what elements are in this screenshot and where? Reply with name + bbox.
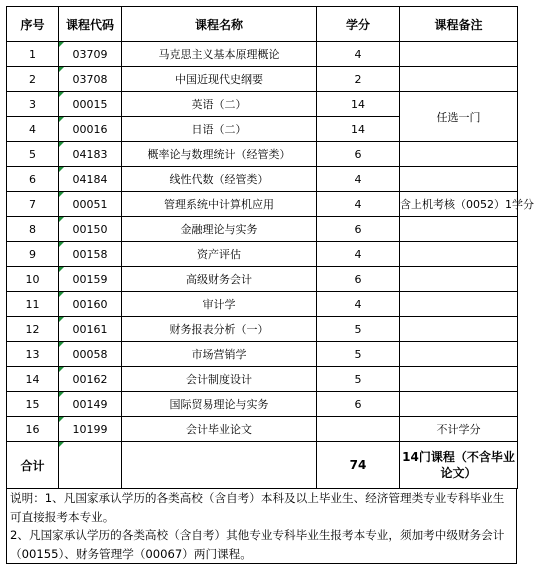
cell-seq[interactable]: 9 [7, 242, 59, 267]
cell-credit[interactable]: 4 [317, 192, 400, 217]
table-row [7, 42, 518, 67]
cell-name[interactable]: 国际贸易理论与实务 [122, 392, 317, 417]
cell-seq[interactable]: 14 [7, 367, 59, 392]
cell-code[interactable]: 00158 [59, 242, 122, 267]
total-row [7, 442, 518, 489]
cell-note[interactable] [400, 142, 518, 167]
header-note: 课程备注 [400, 7, 518, 42]
header-name: 课程名称 [122, 7, 317, 42]
table-row [7, 317, 518, 342]
cell-name[interactable]: 市场营销学 [122, 342, 317, 367]
table-row [7, 367, 518, 392]
cell-code[interactable]: 00058 [59, 342, 122, 367]
cell-note[interactable] [400, 217, 518, 242]
explanation-line-2: 2、凡国家承认学历的各类高校（含自考）其他专业专科毕业生报考本专业，须加考中级财务会计（00155）、财务管理学（00067）两门课程。 [10, 528, 505, 561]
cell-code[interactable]: 00159 [59, 267, 122, 292]
table-row [7, 92, 518, 117]
cell-note-choose-one[interactable]: 任选一门 [400, 92, 518, 142]
cell-credit[interactable]: 14 [317, 117, 400, 142]
cell-name[interactable]: 线性代数（经管类） [122, 167, 317, 192]
cell-note[interactable] [400, 292, 518, 317]
cell-code[interactable]: 00016 [59, 117, 122, 142]
explanation-line-1: 说明：1、凡国家承认学历的各类高校（含自考）本科及以上毕业生、经济管理类专业专科毕业生可直接报考本专业。 [10, 491, 505, 524]
explanation-cell[interactable] [6, 488, 517, 564]
course-table [6, 6, 534, 489]
cell-seq[interactable]: 12 [7, 317, 59, 342]
cell-name[interactable] [122, 442, 317, 489]
cell-credit[interactable]: 6 [317, 142, 400, 167]
cell-credit[interactable]: 4 [317, 42, 400, 67]
cell-credit[interactable]: 6 [317, 267, 400, 292]
cell-credit[interactable]: 5 [317, 317, 400, 342]
cell-credit[interactable]: 6 [317, 217, 400, 242]
cell-name[interactable]: 管理系统中计算机应用 [122, 192, 317, 217]
table-row [7, 292, 518, 317]
cell-code[interactable]: 00150 [59, 217, 122, 242]
cell-note[interactable] [400, 392, 518, 417]
cell-code[interactable]: 04183 [59, 142, 122, 167]
cell-name[interactable]: 会计毕业论文 [122, 417, 317, 442]
table-row [7, 217, 518, 242]
cell-code[interactable]: 10199 [59, 417, 122, 442]
cell-code[interactable]: 04184 [59, 167, 122, 192]
table-row [7, 267, 518, 292]
cell-note[interactable] [400, 367, 518, 392]
cell-seq[interactable]: 2 [7, 67, 59, 92]
cell-name[interactable]: 审计学 [122, 292, 317, 317]
cell-credit[interactable]: 4 [317, 242, 400, 267]
cell-name[interactable]: 资产评估 [122, 242, 317, 267]
cell-seq[interactable]: 16 [7, 417, 59, 442]
cell-note[interactable] [400, 317, 518, 342]
cell-code[interactable]: 00149 [59, 392, 122, 417]
cell-seq[interactable]: 4 [7, 117, 59, 142]
table-row [7, 142, 518, 167]
cell-code[interactable]: 00161 [59, 317, 122, 342]
cell-code[interactable]: 03708 [59, 67, 122, 92]
table-row [7, 342, 518, 367]
cell-note[interactable] [400, 342, 518, 367]
cell-seq[interactable]: 3 [7, 92, 59, 117]
cell-seq[interactable]: 11 [7, 292, 59, 317]
total-note[interactable]: 14门课程（不含毕业论文） [400, 442, 518, 489]
cell-name[interactable]: 财务报表分析（一） [122, 317, 317, 342]
header-row [7, 7, 518, 42]
cell-credit[interactable]: 4 [317, 292, 400, 317]
cell-seq[interactable]: 15 [7, 392, 59, 417]
header-credit: 学分 [317, 7, 400, 42]
total-label[interactable]: 合计 [7, 442, 59, 489]
cell-name[interactable]: 高级财务会计 [122, 267, 317, 292]
table-row [7, 167, 518, 192]
cell-name[interactable]: 会计制度设计 [122, 367, 317, 392]
table-row [7, 242, 518, 267]
cell-note-thesis[interactable]: 不计学分 [400, 417, 518, 442]
header-seq: 序号 [7, 7, 59, 42]
cell-code[interactable]: 00160 [59, 292, 122, 317]
cell-seq[interactable]: 5 [7, 142, 59, 167]
cell-credit[interactable]: 5 [317, 367, 400, 392]
cell-seq[interactable]: 7 [7, 192, 59, 217]
cell-seq[interactable]: 13 [7, 342, 59, 367]
table-row [7, 192, 518, 217]
cell-name[interactable]: 英语（二） [122, 92, 317, 117]
cell-credit[interactable]: 6 [317, 392, 400, 417]
table-row [7, 392, 518, 417]
cell-credit[interactable] [317, 417, 400, 442]
cell-credit[interactable]: 14 [317, 92, 400, 117]
cell-note[interactable] [400, 42, 518, 67]
cell-credit[interactable]: 2 [317, 67, 400, 92]
cell-note[interactable] [400, 167, 518, 192]
table-row [7, 417, 518, 442]
header-code: 课程代码 [59, 7, 122, 42]
cell-code[interactable]: 00051 [59, 192, 122, 217]
cell-name[interactable]: 概率论与数理统计（经管类） [122, 142, 317, 167]
cell-seq[interactable]: 10 [7, 267, 59, 292]
cell-code[interactable] [59, 442, 122, 489]
cell-seq[interactable]: 6 [7, 167, 59, 192]
cell-code[interactable]: 00162 [59, 367, 122, 392]
cell-name[interactable]: 金融理论与实务 [122, 217, 317, 242]
cell-code[interactable]: 03709 [59, 42, 122, 67]
cell-credit[interactable]: 5 [317, 342, 400, 367]
cell-credit[interactable]: 4 [317, 167, 400, 192]
total-credit[interactable]: 74 [317, 442, 400, 489]
cell-name[interactable]: 马克思主义基本原理概论 [122, 42, 317, 67]
cell-code[interactable]: 00015 [59, 92, 122, 117]
table-row [7, 67, 518, 92]
cell-note[interactable] [400, 267, 518, 292]
cell-note[interactable] [400, 242, 518, 267]
cell-seq[interactable]: 8 [7, 217, 59, 242]
cell-note[interactable] [400, 67, 518, 92]
cell-name[interactable]: 日语（二） [122, 117, 317, 142]
cell-note-computer[interactable]: 含上机考核（0052）1学分 [400, 192, 518, 217]
cell-seq[interactable]: 1 [7, 42, 59, 67]
cell-name[interactable]: 中国近现代史纲要 [122, 67, 317, 92]
